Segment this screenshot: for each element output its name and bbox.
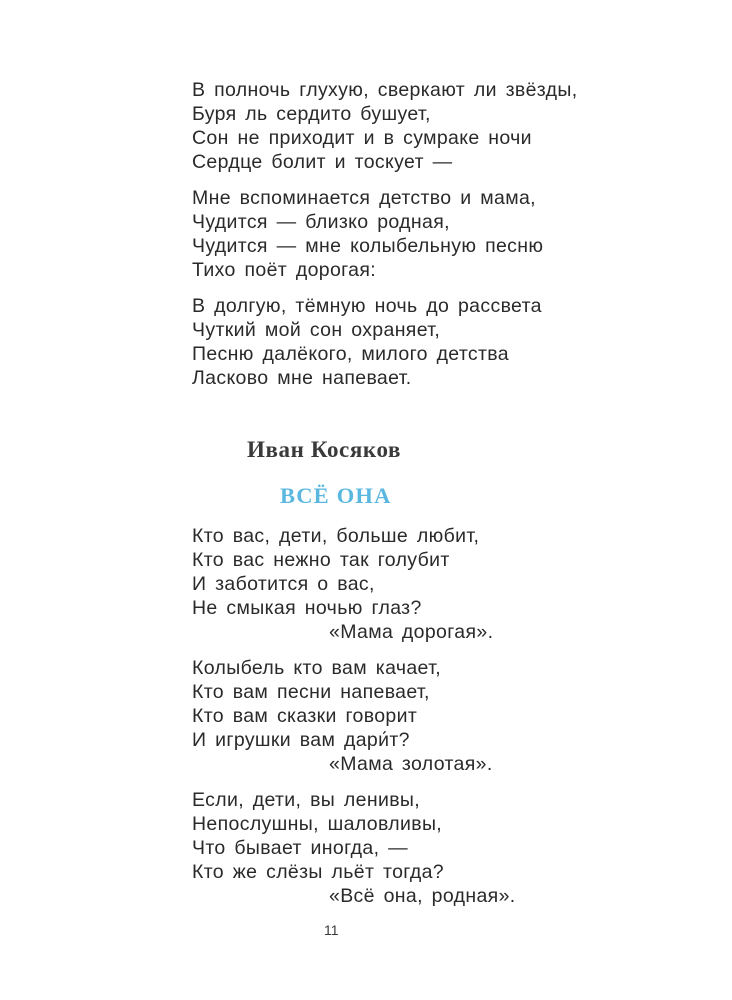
poem-line: Тихо поёт дорогая: — [192, 259, 377, 281]
poem-line: Колыбель кто вам качает, — [192, 657, 441, 679]
poem-line: Буря ль сердито бушует, — [192, 103, 431, 125]
poem-line: Чуткий мой сон охраняет, — [192, 319, 441, 341]
poem-line: Ласково мне напевает. — [192, 367, 412, 389]
poem-line: Непослушны, шаловливы, — [192, 813, 443, 835]
poem-line: Сон не приходит и в сумраке ночи — [192, 127, 532, 149]
poem-line: Кто вас, дети, больше любит, — [192, 525, 480, 547]
poem-line: В полночь глухую, сверкают ли звёзды, — [192, 79, 578, 101]
poem-line: И игрушки вам дари́т? — [192, 729, 410, 751]
poem-line: Кто вам сказки говорит — [192, 705, 418, 727]
poem2-stanza-1 — [192, 524, 493, 644]
poem2-stanza-2 — [192, 656, 493, 776]
poem-line: И заботится о вас, — [192, 573, 375, 595]
poem-line: Кто вас нежно так голубит — [192, 549, 450, 571]
poem-line: Мне вспоминается детство и мама, — [192, 187, 536, 209]
poem-line: В долгую, тёмную ночь до рассвета — [192, 295, 542, 317]
poem-line: Сердце болит и тоскует — — [192, 151, 453, 173]
poem-line: Что бывает иногда, — — [192, 837, 408, 859]
poem1-stanza-3 — [192, 294, 542, 390]
poem1-stanza-2 — [192, 186, 543, 282]
poem-refrain: «Всё она, родная». — [329, 885, 516, 907]
poem-line: Песню далёкого, милого детства — [192, 343, 509, 365]
poem-line: Чудится — мне колыбельную песню — [192, 235, 544, 257]
poem1-stanza-1 — [192, 78, 578, 174]
author-name: Иван Косяков — [247, 437, 401, 462]
poem-line: Если, дети, вы ленивы, — [192, 789, 421, 811]
poem-line: Чудится — близко родная, — [192, 211, 450, 233]
page-number: 11 — [324, 922, 339, 938]
poem-line: Кто же слёзы льёт тогда? — [192, 861, 444, 883]
poem-line: Не смыкая ночью глаз? — [192, 597, 422, 619]
poem2-stanza-3 — [192, 788, 516, 908]
poem-refrain: «Мама дорогая». — [329, 621, 494, 643]
poem-refrain: «Мама золотая». — [329, 753, 493, 775]
poem-line: Кто вам песни напевает, — [192, 681, 430, 703]
poem-title: ВСЁ ОНА — [280, 483, 392, 508]
